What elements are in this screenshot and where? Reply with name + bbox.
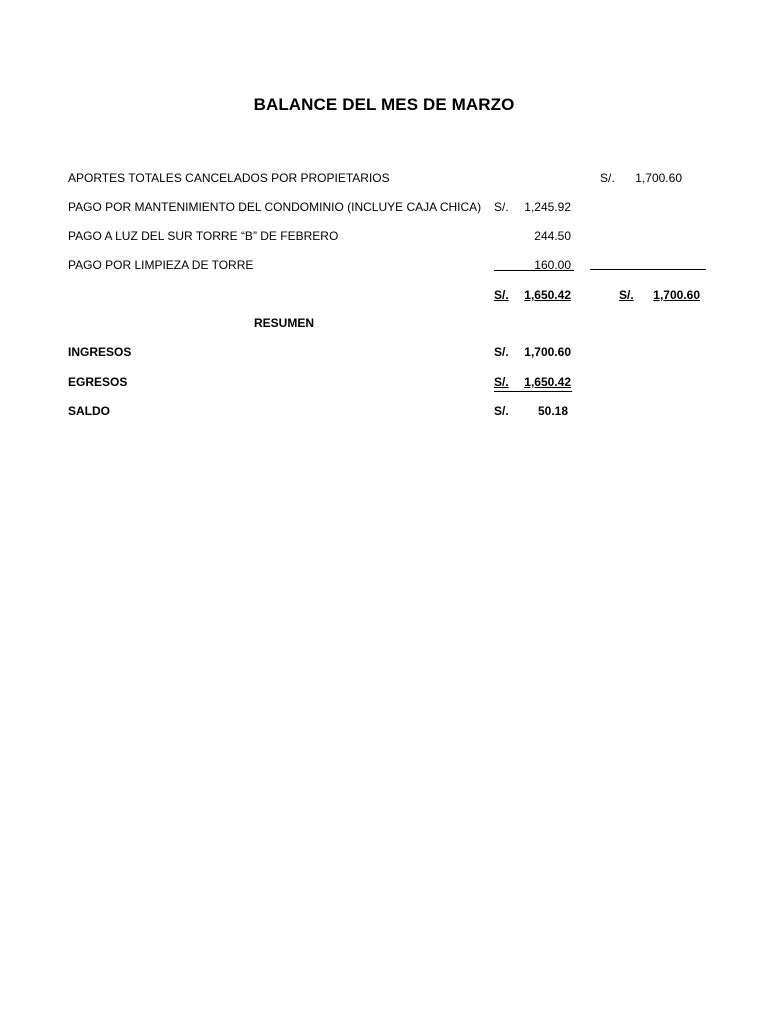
row-amount-limpieza: 160.00	[534, 258, 571, 272]
row-label-luz: PAGO A LUZ DEL SUR TORRE “B” DE FEBRERO	[68, 229, 339, 243]
row-amount-luz: 244.50	[534, 229, 571, 243]
summary-currency-egresos: S/.	[494, 375, 509, 389]
subtotal-rule-col1	[494, 270, 574, 271]
row-amount-mantenimiento: 1,245.92	[524, 200, 571, 214]
total-currency-col2: S/.	[619, 288, 634, 302]
row-amount-aportes: 1,700.60	[635, 171, 682, 185]
total-amount-col1: 1,650.42	[524, 288, 571, 302]
summary-label-ingresos: INGRESOS	[68, 345, 132, 359]
row-label-mantenimiento: PAGO POR MANTENIMIENTO DEL CONDOMINIO (INCLUYE CAJA CHICA)	[68, 200, 482, 214]
page-title: BALANCE DEL MES DE MARZO	[253, 95, 515, 114]
egresos-double-rule	[494, 391, 572, 392]
total-currency-col1: S/.	[494, 288, 509, 302]
summary-title: RESUMEN	[254, 316, 315, 330]
summary-value-saldo: 50.18	[537, 404, 568, 418]
summary-currency-ingresos: S/.	[494, 345, 509, 359]
summary-label-saldo: SALDO	[68, 404, 110, 418]
row-currency-aportes: S/.	[600, 171, 615, 185]
row-label-limpieza: PAGO POR LIMPIEZA DE TORRE	[68, 258, 254, 272]
summary-label-egresos: EGRESOS	[68, 375, 128, 389]
total-amount-col2: 1,700.60	[653, 288, 700, 302]
row-label-aportes: APORTES TOTALES CANCELADOS POR PROPIETARIOS	[68, 171, 390, 185]
row-currency-mantenimiento: S/.	[494, 200, 509, 214]
summary-value-ingresos: 1,700.60	[524, 345, 571, 359]
summary-currency-saldo: S/.	[494, 404, 509, 418]
summary-value-egresos: 1,650.42	[524, 375, 571, 389]
subtotal-rule-col2	[590, 269, 706, 270]
